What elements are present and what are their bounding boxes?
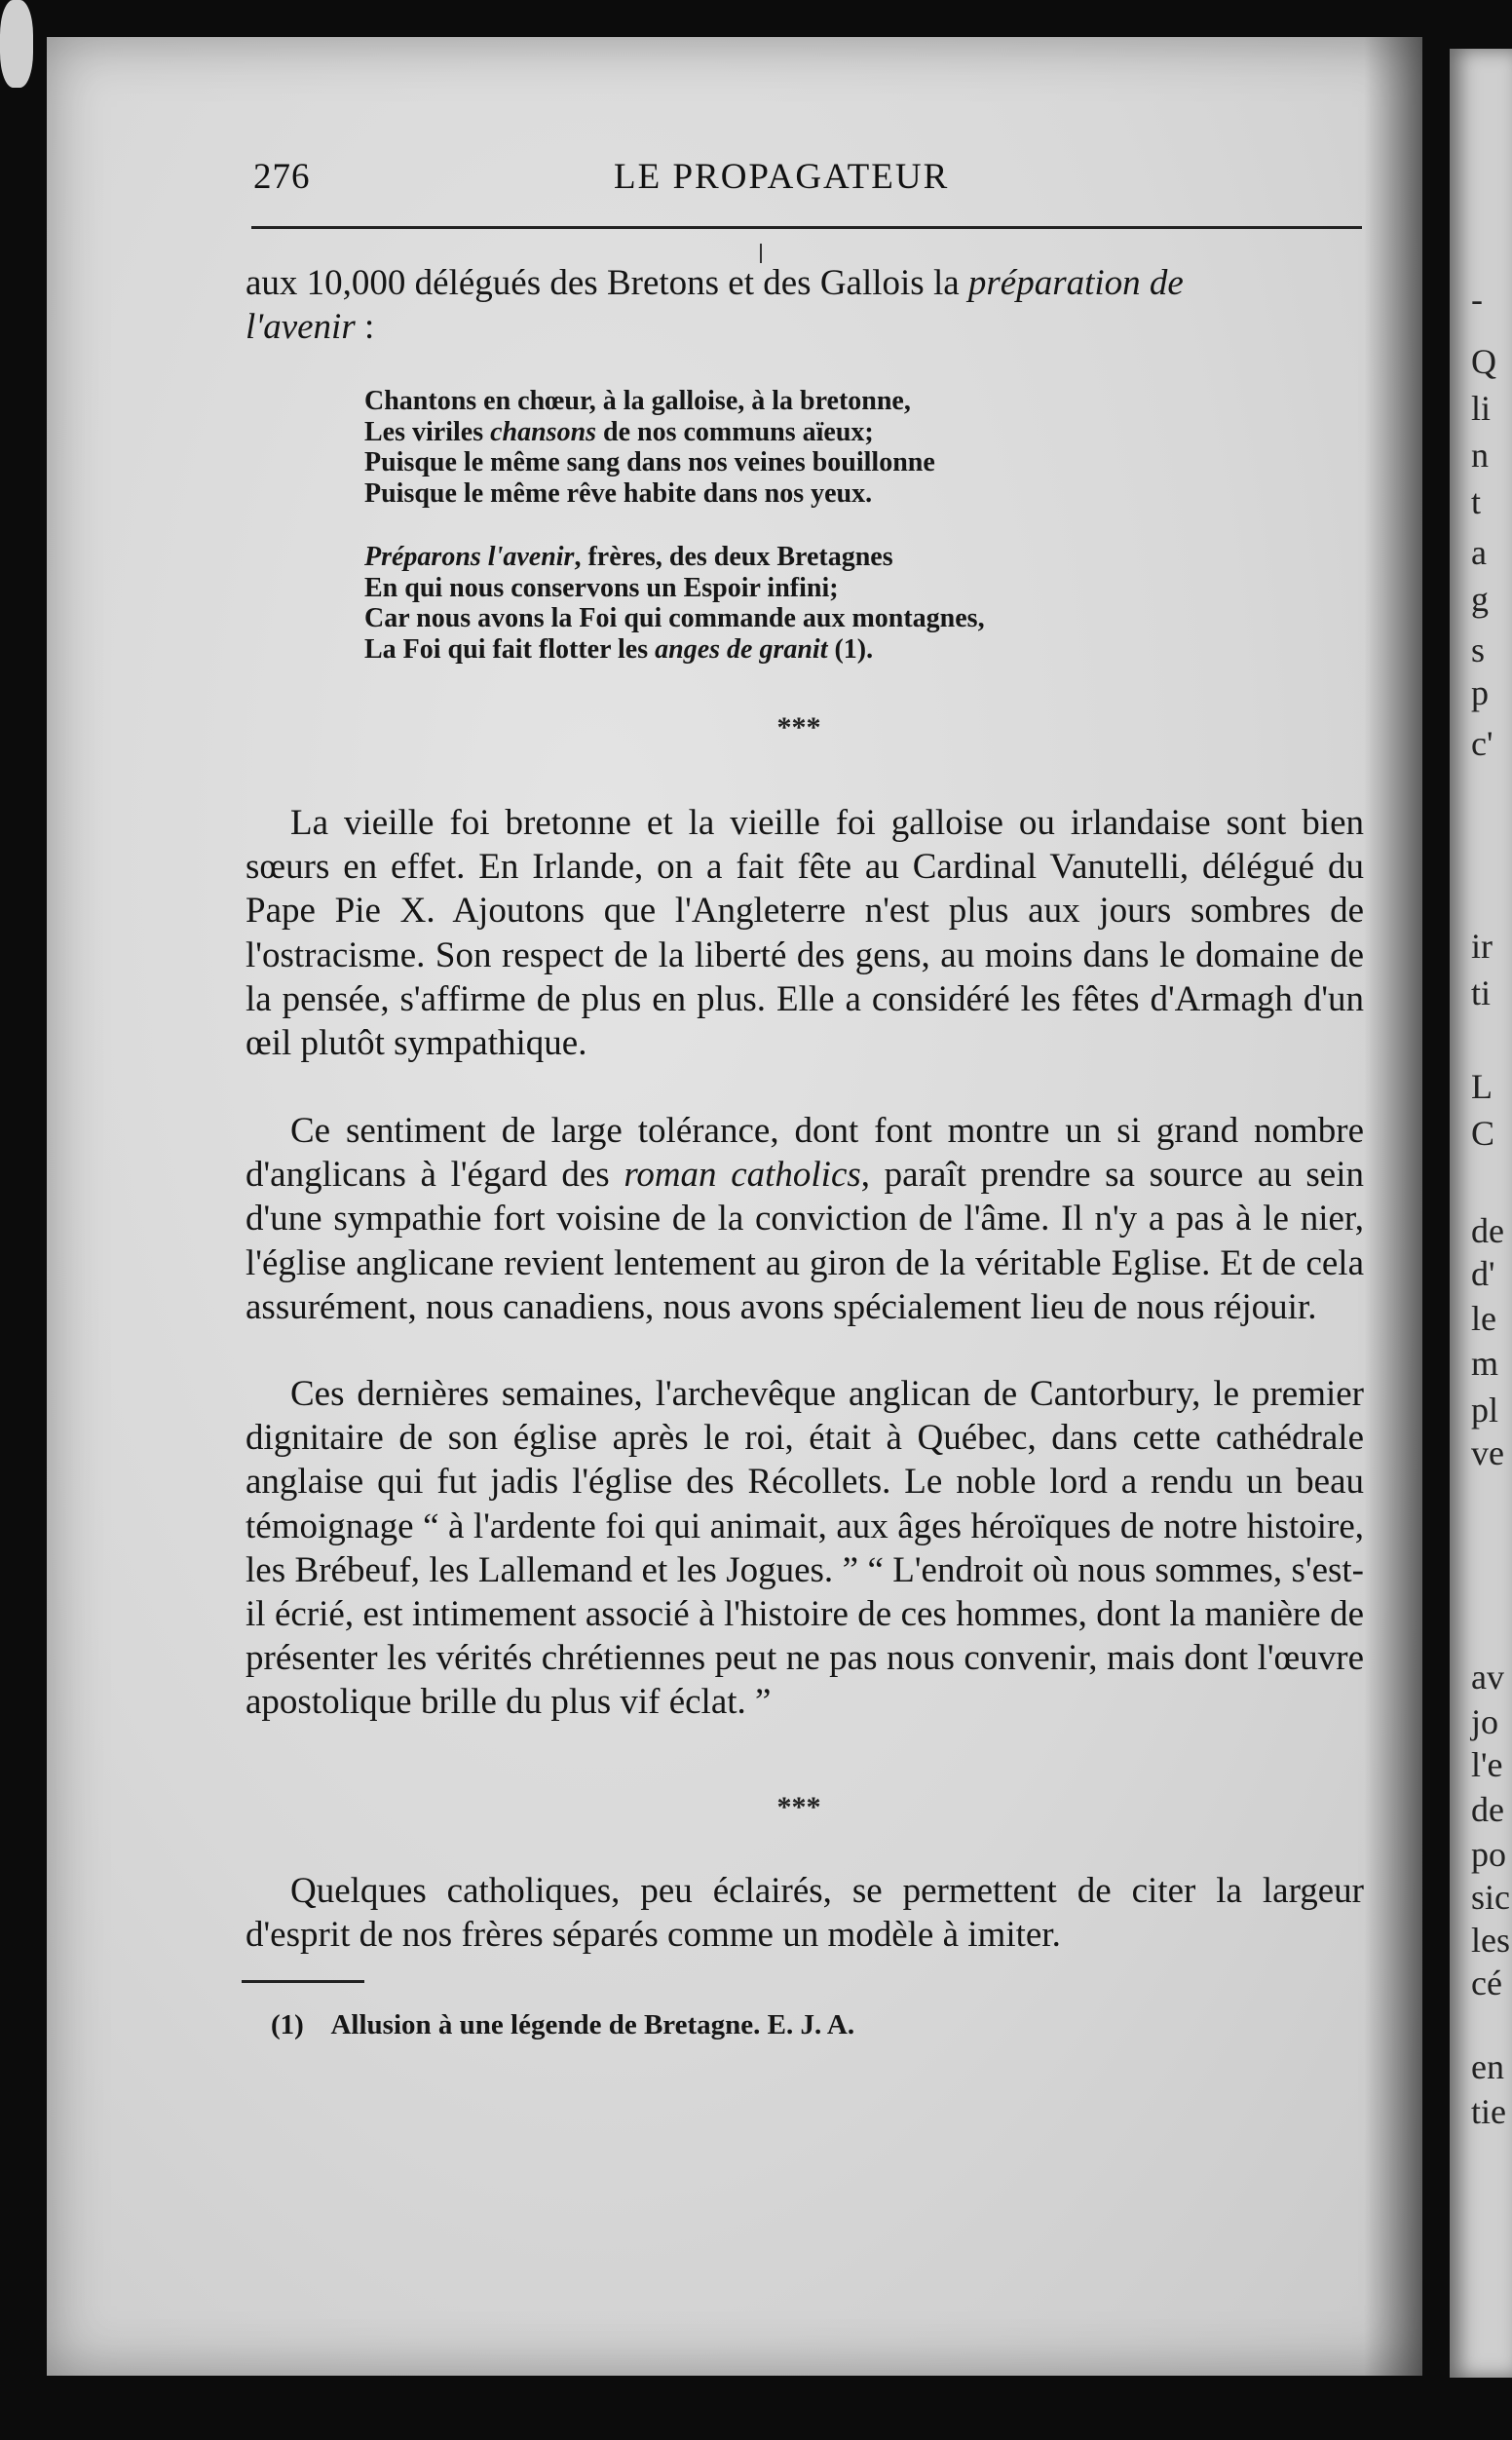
adjacent-page-fragment: ir xyxy=(1471,927,1493,966)
adjacent-page-fragment: - xyxy=(1471,280,1483,319)
verse-line: Préparons l'avenir, frères, des deux Bretagnes xyxy=(364,542,893,572)
section-separator: *** xyxy=(776,1791,821,1823)
verse-stanza-1 xyxy=(364,386,1241,509)
intro-text xyxy=(246,261,1364,349)
adjacent-page-fragment: n xyxy=(1471,436,1489,475)
adjacent-page-fragment: ti xyxy=(1471,973,1492,1012)
film-scratch xyxy=(760,244,762,263)
adjacent-page-fragment: p xyxy=(1471,673,1489,712)
page-header xyxy=(205,156,1364,205)
adjacent-page-fragment: d' xyxy=(1471,1254,1495,1293)
verse-line: Puisque le même sang dans nos veines bouillonne xyxy=(364,447,935,477)
adjacent-page-fragment: en xyxy=(1471,2047,1504,2086)
film-artifact xyxy=(0,0,33,88)
adjacent-page-fragment: a xyxy=(1471,533,1487,572)
footnote xyxy=(271,2009,854,2041)
adjacent-page-fragment: jo xyxy=(1471,1702,1499,1741)
verse-line: La Foi qui fait flotter les anges de granit (1). xyxy=(364,633,874,665)
paragraph-2: Ce sentiment de large tolérance, dont font montre un si grand nombre d'anglicans à l'égard des roman catholics, paraît prendre sa source au sein d'une sympathie fort voisine de la conviction de l'âme. Il n'y a pas à le nier, l'église anglicane revient lentement au giron de la véritable Eglise. Et de cela assurément, nous canadiens, nous avons spécialement lieu de nous réjouir. xyxy=(246,1111,1364,1327)
page-number: 276 xyxy=(253,157,311,197)
running-title: LE PROPAGATEUR xyxy=(614,157,950,197)
paragraph-1: La vieille foi bretonne et la vieille foi galloise ou irlandaise sont bien sœurs en effet. En Irlande, on a fait fête au Cardinal Vanutelli, délégué du Pape Pie X. Ajoutons que l'Angleterre n'est plus aux jours sombres de l'ostracisme. Son respect de la liberté des gens, au moins dans le domaine de la pensée, s'affirme de plus en plus. Elle a considéré les fêtes d'Armagh d'un œil plutôt sympathique. xyxy=(246,803,1364,1064)
section-separator: *** xyxy=(776,711,821,743)
adjacent-page-fragment: li xyxy=(1471,389,1492,428)
adjacent-page-fragment: po xyxy=(1471,1835,1506,1874)
footnote-text: Allusion à une légende de Bretagne. E. J. A. xyxy=(330,2009,855,2040)
adjacent-page-fragment: c' xyxy=(1471,724,1493,763)
verse-line: Car nous avons la Foi qui commande aux montagnes, xyxy=(364,603,985,633)
adjacent-page-fragment: av xyxy=(1471,1658,1504,1697)
intro-line-2: l'avenir : xyxy=(246,307,375,348)
adjacent-page-fragment: ve xyxy=(1471,1433,1504,1472)
verse-line: Puisque le même rêve habite dans nos yeux. xyxy=(364,477,873,509)
adjacent-page-fragment: t xyxy=(1471,482,1482,521)
adjacent-page-fragment: Q xyxy=(1471,342,1496,381)
footnote-label: (1) xyxy=(271,2009,304,2040)
adjacent-page-fragment: s xyxy=(1471,630,1486,669)
adjacent-page-fragment: les xyxy=(1471,1921,1510,1960)
verse-stanza-2 xyxy=(364,542,1241,665)
adjacent-page-fragment: g xyxy=(1471,580,1489,619)
header-rule xyxy=(251,226,1362,229)
adjacent-page-edge xyxy=(1450,49,1512,2378)
adjacent-page-fragment: sic xyxy=(1471,1878,1510,1917)
adjacent-page-fragment: C xyxy=(1471,1114,1495,1153)
paragraph-3: Ces dernières semaines, l'archevêque anglican de Cantorbury, le premier dignitaire de son église après le roi, était à Québec, dans cette cathédrale anglaise qui fut jadis l'église des Récollets. Le noble lord a rendu un beau témoignage “ à l'ardente foi qui animait, aux âges héroïques de notre histoire, les Brébeuf, les Lallemand et les Jogues. ” “ L'endroit où nous sommes, s'est-il écrié, est intimement associé à l'histoire de ces hommes, dont la manière de présenter les vérités chrétiennes peut ne pas nous convenir, mais dont l'œuvre apostolique brille du plus vif éclat. ” xyxy=(246,1374,1364,1723)
adjacent-page-fragment: de xyxy=(1471,1211,1504,1250)
adjacent-page-fragment: tie xyxy=(1471,2092,1506,2131)
adjacent-page-fragment: l'e xyxy=(1471,1745,1503,1784)
adjacent-page-fragment: pl xyxy=(1471,1391,1499,1430)
intro-line-1 xyxy=(246,261,1364,305)
adjacent-page-fragment: m xyxy=(1471,1344,1499,1383)
footnote-rule xyxy=(242,1980,364,1983)
adjacent-page-fragment: le xyxy=(1471,1299,1496,1338)
adjacent-page-fragment: L xyxy=(1471,1067,1493,1106)
paragraph-4: Quelques catholiques, peu éclairés, se permettent de citer la largeur d'esprit de nos frères séparés comme un modèle à imiter. xyxy=(246,1871,1364,1956)
verse-line: Chantons en chœur, à la galloise, à la bretonne, xyxy=(364,386,911,416)
page-gutter-shadow xyxy=(1364,37,1422,2376)
verse-line: En qui nous conservons un Espoir infini; xyxy=(364,572,839,603)
verse-line: Les viriles chansons de nos communs aïeux; xyxy=(364,416,874,447)
adjacent-page-fragment: de xyxy=(1471,1790,1504,1829)
adjacent-page-fragment: cé xyxy=(1471,1963,1502,2002)
intro-line-1-text: aux 10,000 délégués des Bretons et des Gallois la préparation de xyxy=(246,263,1184,303)
